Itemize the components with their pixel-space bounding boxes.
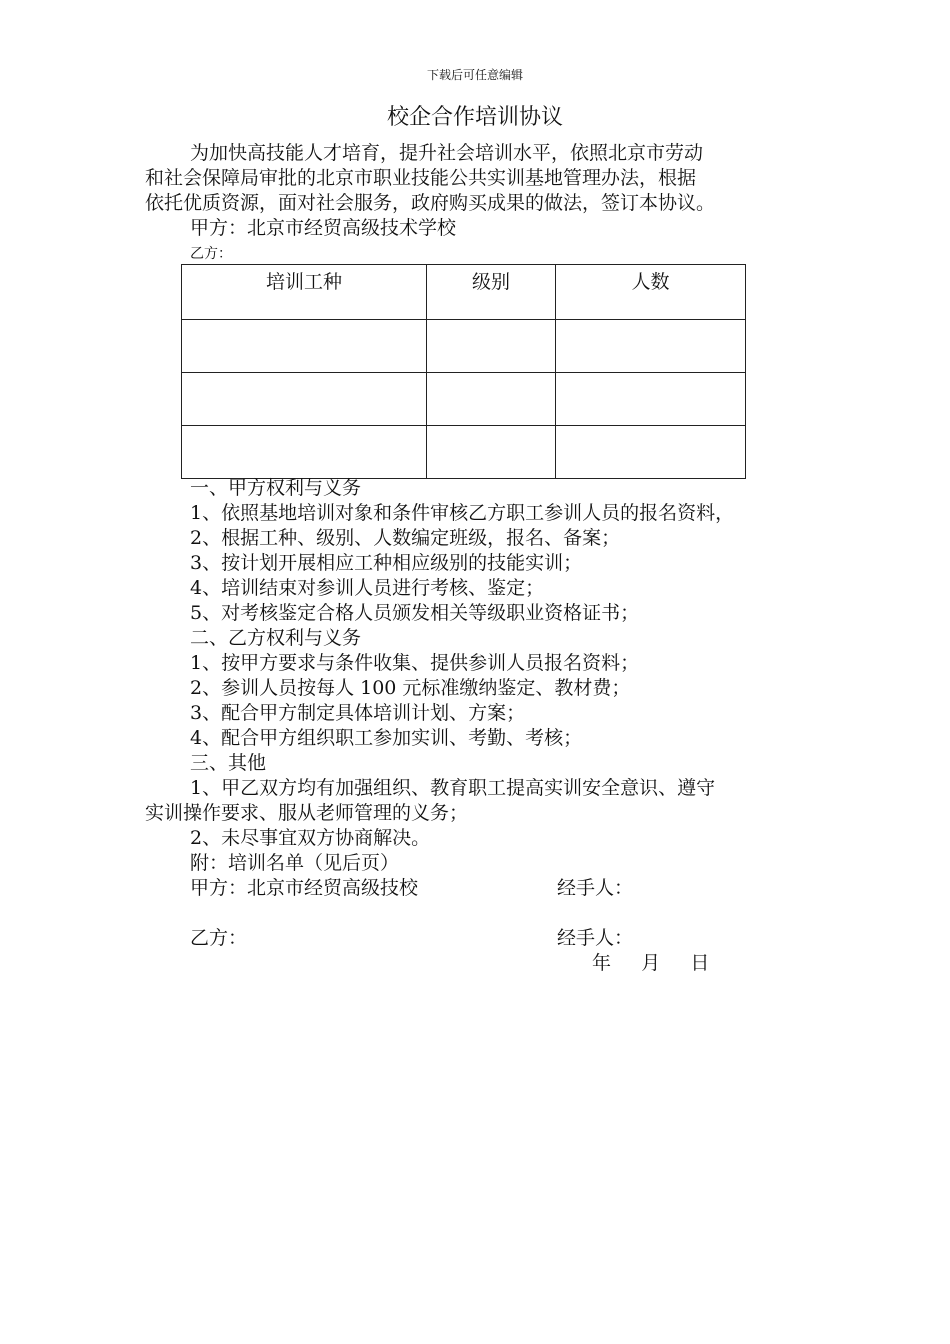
table-cell	[182, 320, 427, 373]
table-cell	[427, 426, 556, 479]
section-1-heading: 一、甲方权利与义务	[190, 477, 362, 499]
section-2-item: 1、按甲方要求与条件收集、提供参训人员报名资料；	[190, 652, 640, 674]
intro-line-1: 为加快高技能人才培育，提升社会培训水平，依照北京市劳动	[190, 142, 704, 164]
header-cell-trade: 培训工种	[182, 265, 427, 320]
table-cell	[556, 426, 746, 479]
signature-date: 年 月 日	[592, 952, 710, 974]
section-2-heading: 二、乙方权利与义务	[190, 627, 362, 649]
section-2-item: 2、参训人员按每人 100 元标准缴纳鉴定、教材费；	[190, 677, 631, 699]
section-3-item-2: 2、未尽事宜双方协商解决。	[190, 827, 431, 849]
section-1-item: 5、对考核鉴定合格人员颁发相关等级职业资格证书；	[190, 602, 640, 624]
table-row	[182, 426, 746, 479]
table-cell	[427, 373, 556, 426]
table-cell	[556, 373, 746, 426]
table-cell	[182, 426, 427, 479]
section-1-item: 2、根据工种、级别、人数编定班级，报名、备案；	[190, 527, 621, 549]
table-cell	[427, 320, 556, 373]
intro-line-3: 依托优质资源，面对社会服务，政府购买成果的做法，签订本协议。	[145, 192, 716, 214]
section-3-item-1-line-1: 1、甲乙双方均有加强组织、教育职工提高实训安全意识、遵守	[190, 777, 716, 799]
section-1-item: 3、按计划开展相应工种相应级别的技能实训；	[190, 552, 583, 574]
signature-party-a: 甲方：北京市经贸高级技校	[190, 877, 419, 899]
page-header-note: 下载后可任意编辑	[426, 68, 523, 82]
table-cell	[556, 320, 746, 373]
section-1-item: 1、依照基地培训对象和条件审核乙方职工参训人员的报名资料，	[190, 502, 735, 524]
header-cell-count: 人数	[556, 265, 746, 320]
table-row	[182, 373, 746, 426]
signature-handler-b: 经手人：	[557, 927, 634, 949]
section-1-item: 4、培训结束对参训人员进行考核、鉴定；	[190, 577, 545, 599]
intro-line-2: 和社会保障局审批的北京市职业技能公共实训基地管理办法，根据	[145, 167, 697, 189]
party-b-line: 乙方：	[190, 246, 232, 262]
signature-party-b: 乙方：	[190, 927, 248, 949]
signature-handler-a: 经手人：	[557, 877, 634, 899]
section-3-heading: 三、其他	[190, 752, 267, 774]
section-2-item: 3、配合甲方制定具体培训计划、方案；	[190, 702, 526, 724]
table-header-row	[182, 265, 746, 320]
section-3-item-1-line-2: 实训操作要求、服从老师管理的义务；	[145, 802, 469, 824]
party-a-line: 甲方：北京市经贸高级技术学校	[190, 217, 457, 239]
training-table	[181, 264, 746, 479]
document-title: 校企合作培训协议	[386, 105, 563, 130]
table-row	[182, 320, 746, 373]
attachment-note: 附：培训名单（见后页）	[190, 852, 400, 874]
section-2-item: 4、配合甲方组织职工参加实训、考勤、考核；	[190, 727, 583, 749]
table-cell	[182, 373, 427, 426]
header-cell-level: 级别	[427, 265, 556, 320]
